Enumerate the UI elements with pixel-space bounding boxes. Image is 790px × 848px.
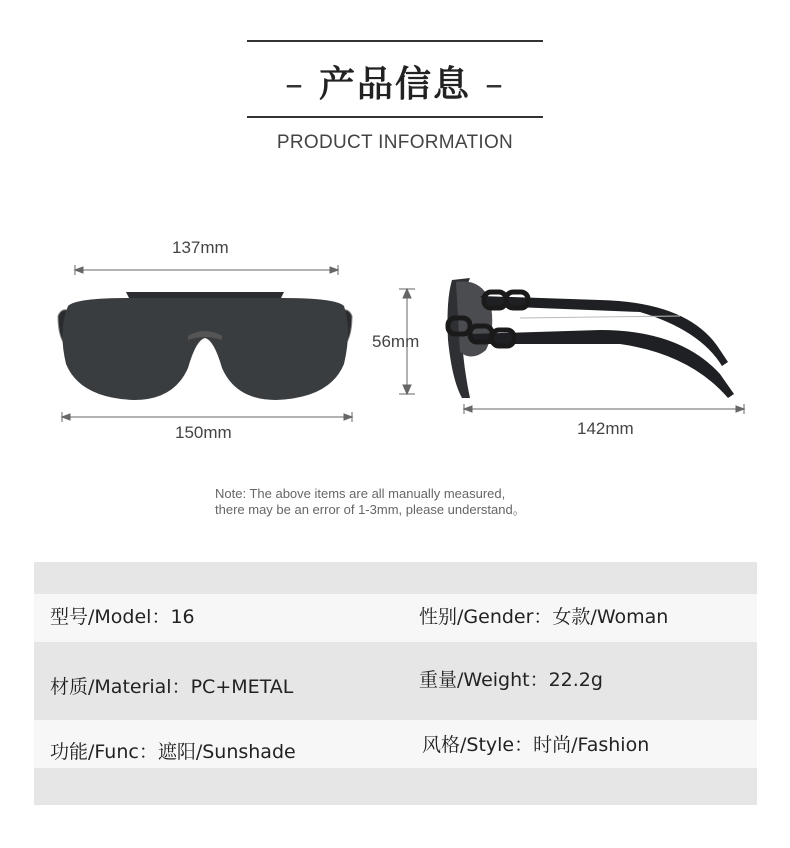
lower-temple	[470, 330, 734, 398]
spec-table-bottom-band	[34, 768, 757, 805]
spec-weight: 重量/Weight：22.2g	[419, 669, 603, 691]
title-dash-right: –	[485, 64, 505, 105]
temple-length-label: 142mm	[577, 419, 634, 438]
total-width-label: 150mm	[175, 423, 232, 442]
spec-func: 功能/Func：遮阳/Sunshade	[50, 741, 296, 763]
note-line-2: there may be an error of 1-3mm, please understand。	[215, 502, 526, 517]
title-dash-left: –	[284, 64, 305, 105]
temple-length-dimension-line	[464, 404, 744, 414]
spec-table-top-band	[34, 562, 757, 594]
title-text: 产品信息	[318, 64, 471, 105]
page-subtitle: PRODUCT INFORMATION	[276, 132, 514, 153]
spec-model: 型号/Model：16	[50, 606, 195, 628]
spec-style: 风格/Style：时尚/Fashion	[422, 734, 650, 756]
spec-gender: 性别/Gender：女款/Woman	[419, 606, 669, 628]
note-line-1: Note: The above items are all manually measured,	[215, 486, 506, 501]
lens-height-label: 56mm	[372, 332, 420, 351]
spec-material: 材质/Material：PC+METAL	[50, 676, 294, 698]
top-width-label: 137mm	[172, 238, 229, 257]
measurement-note	[215, 486, 635, 518]
